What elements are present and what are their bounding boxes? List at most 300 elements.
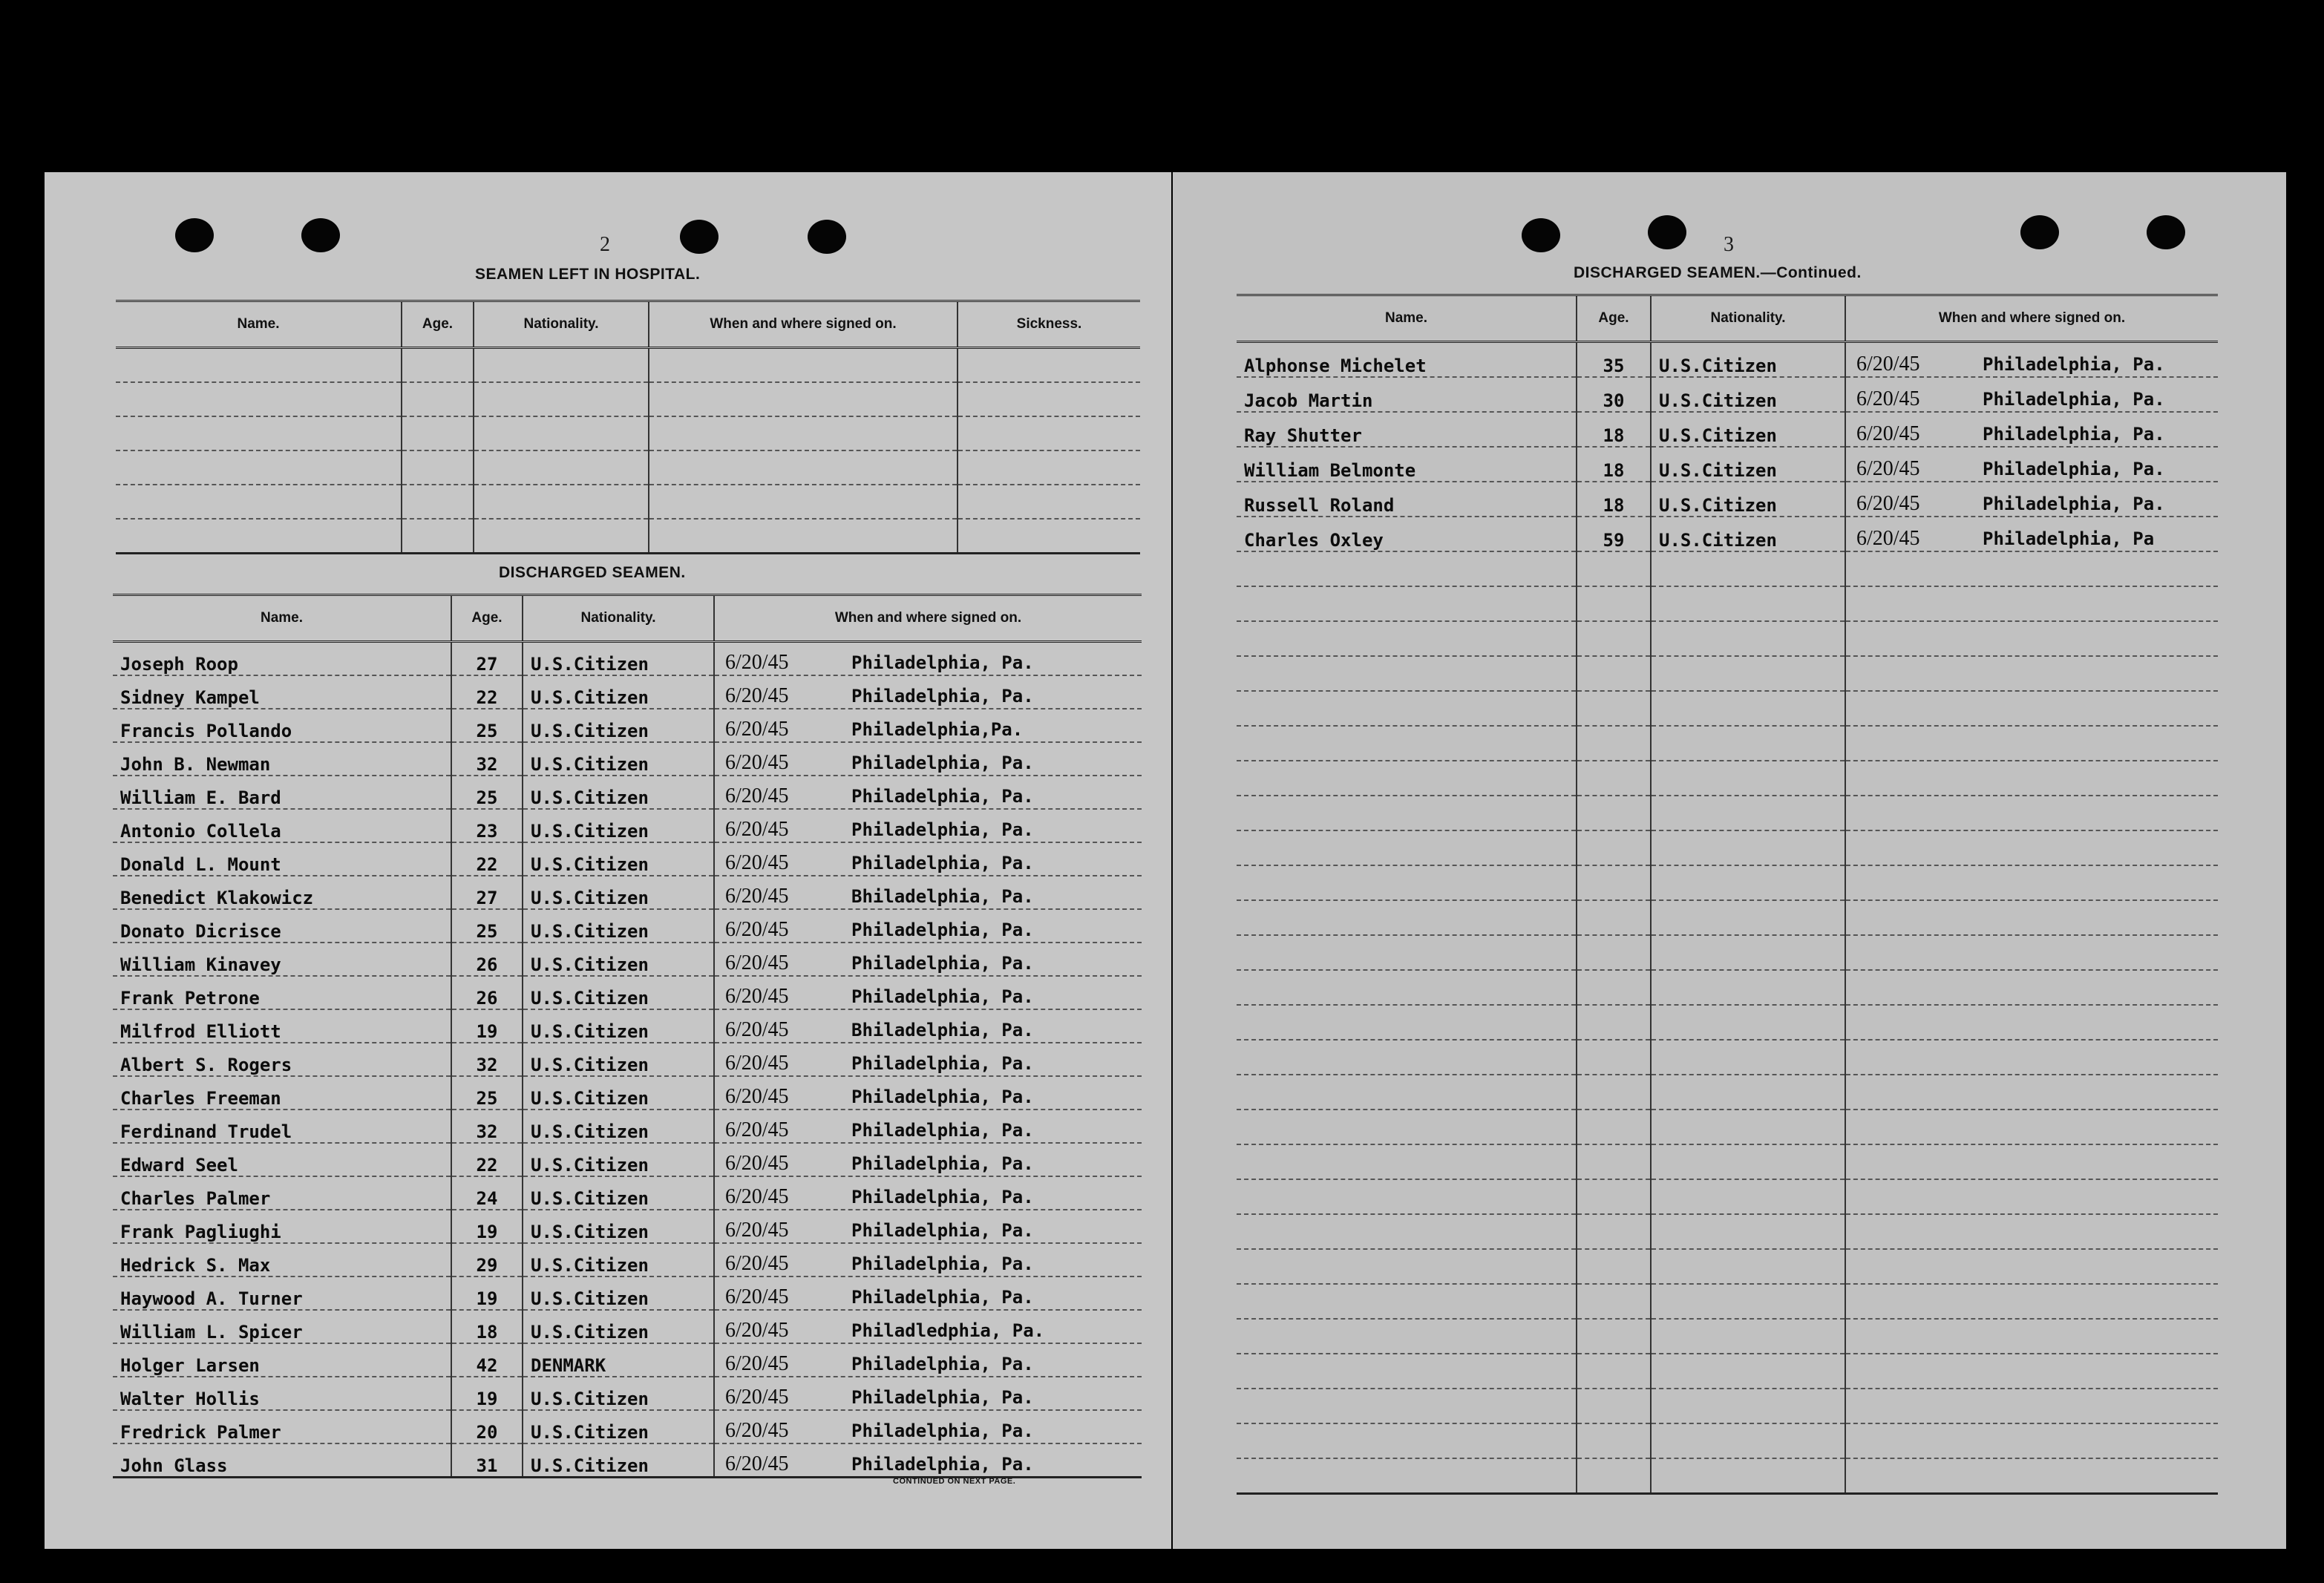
signed-on-date: 6/20/45 xyxy=(725,1118,789,1141)
signed-on-cell xyxy=(1845,1319,2218,1354)
table-row xyxy=(113,1343,1142,1377)
seaman-nationality: U.S.Citizen xyxy=(523,776,714,809)
signed-on-cell xyxy=(1845,691,2218,726)
seaman-nationality xyxy=(1651,796,1845,830)
blank-cell xyxy=(116,348,402,383)
seaman-age xyxy=(1577,1144,1651,1179)
seaman-nationality xyxy=(1651,1389,1845,1423)
seaman-age: 18 xyxy=(451,1310,523,1343)
seaman-nationality xyxy=(1651,1075,1845,1110)
blank-row xyxy=(1237,726,2218,761)
hospital-section-title: SEAMEN LEFT IN HOSPITAL. xyxy=(475,266,701,283)
table-row xyxy=(113,1110,1142,1143)
seaman-nationality: U.S.Citizen xyxy=(523,1143,714,1176)
signed-on-cell xyxy=(714,1176,1142,1210)
blank-row xyxy=(1237,900,2218,935)
seaman-nationality xyxy=(1651,656,1845,691)
signed-on-place: Philadelphia, Pa. xyxy=(851,1120,1034,1141)
seaman-name xyxy=(1237,726,1577,761)
seaman-age xyxy=(1577,935,1651,970)
blank-cell xyxy=(474,519,649,554)
seaman-name xyxy=(1237,1110,1577,1144)
blank-row xyxy=(1237,1389,2218,1423)
signed-on-place: Philadelphia, Pa. xyxy=(1983,354,2165,375)
hospital-table xyxy=(116,300,1140,554)
signed-on-cell xyxy=(714,1143,1142,1176)
seaman-nationality xyxy=(1651,1249,1845,1284)
seaman-nationality: U.S.Citizen xyxy=(523,809,714,842)
seaman-name: Russell Roland xyxy=(1237,482,1577,517)
signed-on-cell xyxy=(714,776,1142,809)
blank-cell xyxy=(116,416,402,450)
seaman-age: 42 xyxy=(451,1343,523,1377)
discharged-continued-title: DISCHARGED SEAMEN.—Continued. xyxy=(1574,264,1862,281)
seaman-name: Hedrick S. Max xyxy=(113,1243,451,1276)
seaman-nationality: U.S.Citizen xyxy=(523,1043,714,1076)
blank-row xyxy=(1237,1214,2218,1249)
signed-on-place: Philadelphia, Pa. xyxy=(1983,424,2165,445)
seaman-nationality: U.S.Citizen xyxy=(523,742,714,776)
blank-cell xyxy=(474,348,649,383)
seaman-name: Joseph Roop xyxy=(113,642,451,676)
seaman-age: 22 xyxy=(451,675,523,709)
signed-on-cell xyxy=(1845,586,2218,621)
signed-on-cell xyxy=(1845,1284,2218,1319)
column-header: Nationality. xyxy=(1651,295,1845,342)
seaman-nationality xyxy=(1651,726,1845,761)
signed-on-cell xyxy=(1845,621,2218,656)
signed-on-cell xyxy=(1845,342,2218,378)
signed-on-cell xyxy=(714,1076,1142,1110)
blank-cell xyxy=(958,485,1140,519)
punch-hole xyxy=(1648,215,1686,249)
signed-on-place: Philadelphia, Pa. xyxy=(851,1187,1034,1207)
signed-on-date: 6/20/45 xyxy=(1856,492,1920,515)
right-page xyxy=(1173,172,2286,1549)
seaman-name xyxy=(1237,830,1577,865)
seaman-name xyxy=(1237,656,1577,691)
blank-row xyxy=(1237,761,2218,796)
seaman-age: 29 xyxy=(451,1243,523,1276)
signed-on-date: 6/20/45 xyxy=(725,818,789,841)
seaman-name: Fredrick Palmer xyxy=(113,1410,451,1443)
seaman-age xyxy=(1577,865,1651,900)
seaman-name xyxy=(1237,1423,1577,1458)
seaman-age: 19 xyxy=(451,1377,523,1410)
blank-row xyxy=(1237,830,2218,865)
blank-cell xyxy=(116,519,402,554)
blank-cell xyxy=(958,416,1140,450)
signed-on-cell xyxy=(1845,517,2218,551)
blank-row xyxy=(116,519,1140,554)
signed-on-date: 6/20/45 xyxy=(725,1419,789,1442)
blank-row xyxy=(116,382,1140,416)
signed-on-cell xyxy=(714,1110,1142,1143)
blank-row xyxy=(1237,1144,2218,1179)
blank-row xyxy=(1237,1110,2218,1144)
seaman-name xyxy=(1237,1458,1577,1494)
signed-on-date: 6/20/45 xyxy=(725,1452,789,1475)
seaman-nationality: U.S.Citizen xyxy=(523,675,714,709)
signed-on-cell xyxy=(714,1276,1142,1310)
signed-on-date: 6/20/45 xyxy=(1856,387,1920,410)
discharged-seamen-table xyxy=(113,594,1142,1478)
seaman-nationality xyxy=(1651,900,1845,935)
discharged-seamen-continued-table xyxy=(1237,294,2218,1495)
blank-cell xyxy=(402,416,474,450)
seaman-age: 19 xyxy=(451,1009,523,1043)
seaman-age: 26 xyxy=(451,943,523,976)
seaman-nationality: U.S.Citizen xyxy=(1651,517,1845,551)
column-header: Nationality. xyxy=(523,595,714,642)
seaman-name xyxy=(1237,691,1577,726)
seaman-nationality: U.S.Citizen xyxy=(523,842,714,876)
table-row xyxy=(113,1276,1142,1310)
blank-row xyxy=(1237,586,2218,621)
seaman-nationality xyxy=(1651,1458,1845,1494)
seaman-age: 19 xyxy=(451,1210,523,1243)
blank-row xyxy=(1237,551,2218,586)
blank-row xyxy=(1237,1354,2218,1389)
discharged-section-title: DISCHARGED SEAMEN. xyxy=(499,564,686,581)
signed-on-date: 6/20/45 xyxy=(725,1319,789,1342)
punch-hole xyxy=(301,218,340,252)
signed-on-place: Philadelphia, Pa xyxy=(1983,528,2155,549)
seaman-age: 19 xyxy=(451,1276,523,1310)
column-header: Age. xyxy=(402,301,474,348)
seaman-name xyxy=(1237,970,1577,1005)
signed-on-cell xyxy=(714,1009,1142,1043)
seaman-age: 31 xyxy=(451,1443,523,1478)
seaman-name xyxy=(1237,865,1577,900)
table-row xyxy=(113,876,1142,909)
seaman-name xyxy=(1237,900,1577,935)
punch-hole xyxy=(808,220,846,254)
signed-on-date: 6/20/45 xyxy=(725,751,789,774)
signed-on-cell xyxy=(714,1243,1142,1276)
signed-on-cell xyxy=(1845,761,2218,796)
table-row xyxy=(113,1243,1142,1276)
signed-on-cell xyxy=(714,943,1142,976)
signed-on-cell xyxy=(1845,412,2218,447)
signed-on-date: 6/20/45 xyxy=(1856,527,1920,550)
signed-on-date: 6/20/45 xyxy=(1856,353,1920,376)
signed-on-date: 6/20/45 xyxy=(725,718,789,741)
signed-on-cell xyxy=(1845,1214,2218,1249)
blank-row xyxy=(1237,1319,2218,1354)
seaman-nationality xyxy=(1651,586,1845,621)
signed-on-cell xyxy=(714,842,1142,876)
seaman-nationality xyxy=(1651,1179,1845,1214)
column-header: Age. xyxy=(1577,295,1651,342)
seaman-age xyxy=(1577,796,1651,830)
seaman-nationality xyxy=(1651,830,1845,865)
blank-row xyxy=(1237,1458,2218,1494)
signed-on-cell xyxy=(1845,935,2218,970)
seaman-age: 25 xyxy=(451,709,523,742)
seaman-name: John B. Newman xyxy=(113,742,451,776)
signed-on-date: 6/20/45 xyxy=(725,1285,789,1308)
signed-on-date: 6/20/45 xyxy=(725,1185,789,1208)
signed-on-date: 6/20/45 xyxy=(725,1252,789,1275)
page-number: 3 xyxy=(1724,233,1734,256)
seaman-nationality xyxy=(1651,761,1845,796)
seaman-nationality: U.S.Citizen xyxy=(1651,447,1845,482)
blank-row xyxy=(1237,691,2218,726)
table-row xyxy=(1237,447,2218,482)
table-row xyxy=(113,1210,1142,1243)
signed-on-cell xyxy=(1845,656,2218,691)
blank-cell xyxy=(649,450,958,485)
table-row xyxy=(1237,412,2218,447)
seaman-nationality: U.S.Citizen xyxy=(1651,482,1845,517)
seaman-name: Charles Freeman xyxy=(113,1076,451,1110)
seaman-name: Jacob Martin xyxy=(1237,377,1577,412)
seaman-name xyxy=(1237,1284,1577,1319)
blank-row xyxy=(1237,1075,2218,1110)
seaman-nationality xyxy=(1651,970,1845,1005)
table-row xyxy=(113,976,1142,1009)
signed-on-place: Philadelphia, Pa. xyxy=(851,1354,1034,1374)
seaman-age: 32 xyxy=(451,1043,523,1076)
table-row xyxy=(1237,342,2218,378)
signed-on-cell xyxy=(1845,970,2218,1005)
blank-cell xyxy=(402,382,474,416)
signed-on-date: 6/20/45 xyxy=(725,951,789,974)
signed-on-date: 6/20/45 xyxy=(725,784,789,807)
seaman-name: Holger Larsen xyxy=(113,1343,451,1377)
punch-hole xyxy=(2147,215,2185,249)
blank-row xyxy=(1237,796,2218,830)
signed-on-cell xyxy=(714,642,1142,676)
seaman-age: 27 xyxy=(451,642,523,676)
blank-cell xyxy=(649,485,958,519)
signed-on-place: Philadelphia, Pa. xyxy=(851,1454,1034,1475)
seaman-name xyxy=(1237,1144,1577,1179)
signed-on-place: Philadelphia, Pa. xyxy=(851,1053,1034,1074)
seaman-name: Alphonse Michelet xyxy=(1237,342,1577,378)
seaman-nationality: U.S.Citizen xyxy=(1651,377,1845,412)
blank-cell xyxy=(402,519,474,554)
table-row xyxy=(113,742,1142,776)
seaman-age xyxy=(1577,970,1651,1005)
signed-on-cell xyxy=(1845,1458,2218,1494)
seaman-age xyxy=(1577,621,1651,656)
signed-on-date: 6/20/45 xyxy=(725,885,789,908)
signed-on-place: Philadelphia, Pa. xyxy=(851,686,1034,707)
signed-on-place: Philadelphia, Pa. xyxy=(851,1153,1034,1174)
seaman-age: 18 xyxy=(1577,447,1651,482)
page-number: 2 xyxy=(600,233,610,256)
seaman-nationality xyxy=(1651,691,1845,726)
blank-cell xyxy=(116,382,402,416)
seaman-age xyxy=(1577,830,1651,865)
blank-cell xyxy=(474,450,649,485)
seaman-name xyxy=(1237,1005,1577,1040)
blank-row xyxy=(1237,1179,2218,1214)
signed-on-place: Bhiladelphia, Pa. xyxy=(851,1020,1034,1040)
signed-on-date: 6/20/45 xyxy=(725,651,789,674)
punch-hole xyxy=(2020,215,2059,249)
seaman-age xyxy=(1577,1179,1651,1214)
signed-on-place: Philadelphia, Pa. xyxy=(851,920,1034,940)
signed-on-cell xyxy=(1845,377,2218,412)
blank-cell xyxy=(958,348,1140,383)
blank-row xyxy=(116,485,1140,519)
blank-row xyxy=(1237,1284,2218,1319)
seaman-name: William Belmonte xyxy=(1237,447,1577,482)
seaman-name: William E. Bard xyxy=(113,776,451,809)
signed-on-place: Philadelphia, Pa. xyxy=(851,1287,1034,1308)
seaman-name: Antonio Collela xyxy=(113,809,451,842)
table-row xyxy=(113,842,1142,876)
signed-on-date: 6/20/45 xyxy=(725,1052,789,1075)
blank-row xyxy=(1237,1005,2218,1040)
seaman-name xyxy=(1237,621,1577,656)
table-row xyxy=(113,642,1142,676)
seaman-nationality xyxy=(1651,1319,1845,1354)
seaman-nationality: U.S.Citizen xyxy=(1651,342,1845,378)
signed-on-date: 6/20/45 xyxy=(725,1018,789,1041)
table-row xyxy=(113,1377,1142,1410)
table-row xyxy=(113,776,1142,809)
seaman-age xyxy=(1577,1214,1651,1249)
signed-on-date: 6/20/45 xyxy=(725,1352,789,1375)
blank-cell xyxy=(116,485,402,519)
seaman-nationality: U.S.Citizen xyxy=(523,1176,714,1210)
signed-on-date: 6/20/45 xyxy=(725,1219,789,1242)
seaman-age: 20 xyxy=(451,1410,523,1443)
blank-cell xyxy=(958,519,1140,554)
seaman-age xyxy=(1577,1423,1651,1458)
seaman-name xyxy=(1237,586,1577,621)
seaman-name xyxy=(1237,551,1577,586)
table-row xyxy=(1237,377,2218,412)
signed-on-cell xyxy=(1845,447,2218,482)
column-header: Name. xyxy=(116,301,402,348)
signed-on-date: 6/20/45 xyxy=(725,985,789,1008)
seaman-nationality xyxy=(1651,1005,1845,1040)
column-header: Sickness. xyxy=(958,301,1140,348)
seaman-nationality: U.S.Citizen xyxy=(523,1443,714,1478)
signed-on-cell xyxy=(1845,1144,2218,1179)
seaman-age xyxy=(1577,551,1651,586)
column-header: Name. xyxy=(113,595,451,642)
signed-on-place: Philadelphia, Pa. xyxy=(851,786,1034,807)
table-row xyxy=(1237,482,2218,517)
seaman-name xyxy=(1237,1214,1577,1249)
signed-on-place: Philadelphia,Pa. xyxy=(851,719,1024,740)
seaman-nationality: U.S.Citizen xyxy=(523,976,714,1009)
column-header: When and where signed on. xyxy=(714,595,1142,642)
blank-row xyxy=(1237,970,2218,1005)
seaman-nationality: U.S.Citizen xyxy=(523,1210,714,1243)
seaman-name: John Glass xyxy=(113,1443,451,1478)
signed-on-place: Philadelphia, Pa. xyxy=(851,1387,1034,1408)
seaman-nationality xyxy=(1651,1354,1845,1389)
seaman-nationality xyxy=(1651,1144,1845,1179)
seaman-name: Donato Dicrisce xyxy=(113,909,451,943)
signed-on-cell xyxy=(1845,900,2218,935)
signed-on-place: Philadelphia, Pa. xyxy=(851,753,1034,773)
blank-cell xyxy=(649,416,958,450)
seaman-age: 25 xyxy=(451,1076,523,1110)
blank-row xyxy=(1237,1423,2218,1458)
seaman-nationality xyxy=(1651,865,1845,900)
signed-on-cell xyxy=(1845,865,2218,900)
seaman-age: 59 xyxy=(1577,517,1651,551)
blank-row xyxy=(116,416,1140,450)
table-row xyxy=(113,1176,1142,1210)
signed-on-place: Philadelphia, Pa. xyxy=(851,953,1034,974)
blank-cell xyxy=(649,382,958,416)
blank-cell xyxy=(649,519,958,554)
signed-on-place: Philadledphia, Pa. xyxy=(851,1320,1045,1341)
signed-on-cell xyxy=(714,976,1142,1009)
seaman-nationality xyxy=(1651,621,1845,656)
seaman-age: 32 xyxy=(451,742,523,776)
seaman-name: Charles Oxley xyxy=(1237,517,1577,551)
punch-hole xyxy=(175,218,214,252)
signed-on-cell xyxy=(714,909,1142,943)
seaman-name: Ferdinand Trudel xyxy=(113,1110,451,1143)
table-row xyxy=(113,1143,1142,1176)
signed-on-cell xyxy=(1845,830,2218,865)
seaman-age xyxy=(1577,1284,1651,1319)
blank-row xyxy=(1237,935,2218,970)
seaman-name: Donald L. Mount xyxy=(113,842,451,876)
seaman-name xyxy=(1237,1179,1577,1214)
table-row xyxy=(113,1043,1142,1076)
signed-on-place: Philadelphia, Pa. xyxy=(851,1087,1034,1107)
seaman-nationality: U.S.Citizen xyxy=(523,1377,714,1410)
seaman-name xyxy=(1237,1389,1577,1423)
table-row xyxy=(113,1009,1142,1043)
blank-cell xyxy=(402,348,474,383)
seaman-name: Frank Petrone xyxy=(113,976,451,1009)
signed-on-cell xyxy=(714,1310,1142,1343)
seaman-name: Francis Pollando xyxy=(113,709,451,742)
column-header: Name. xyxy=(1237,295,1577,342)
blank-row xyxy=(1237,656,2218,691)
seaman-nationality: U.S.Citizen xyxy=(523,1410,714,1443)
signed-on-cell xyxy=(1845,1423,2218,1458)
blank-cell xyxy=(474,416,649,450)
seaman-name xyxy=(1237,1249,1577,1284)
seaman-age: 30 xyxy=(1577,377,1651,412)
seaman-age xyxy=(1577,1110,1651,1144)
table-row xyxy=(113,909,1142,943)
signed-on-place: Philadelphia, Pa. xyxy=(1983,494,2165,514)
seaman-age xyxy=(1577,900,1651,935)
table-row xyxy=(113,1410,1142,1443)
seaman-name xyxy=(1237,1075,1577,1110)
seaman-nationality xyxy=(1651,1110,1845,1144)
signed-on-cell xyxy=(714,709,1142,742)
signed-on-cell xyxy=(714,876,1142,909)
blank-row xyxy=(1237,1040,2218,1075)
table-row xyxy=(113,675,1142,709)
blank-cell xyxy=(474,485,649,519)
seaman-nationality xyxy=(1651,1040,1845,1075)
seaman-age: 27 xyxy=(451,876,523,909)
seaman-name: Haywood A. Turner xyxy=(113,1276,451,1310)
seaman-nationality xyxy=(1651,1423,1845,1458)
signed-on-cell xyxy=(714,809,1142,842)
signed-on-place: Philadelphia, Pa. xyxy=(851,986,1034,1007)
signed-on-cell xyxy=(714,1377,1142,1410)
blank-row xyxy=(116,348,1140,383)
